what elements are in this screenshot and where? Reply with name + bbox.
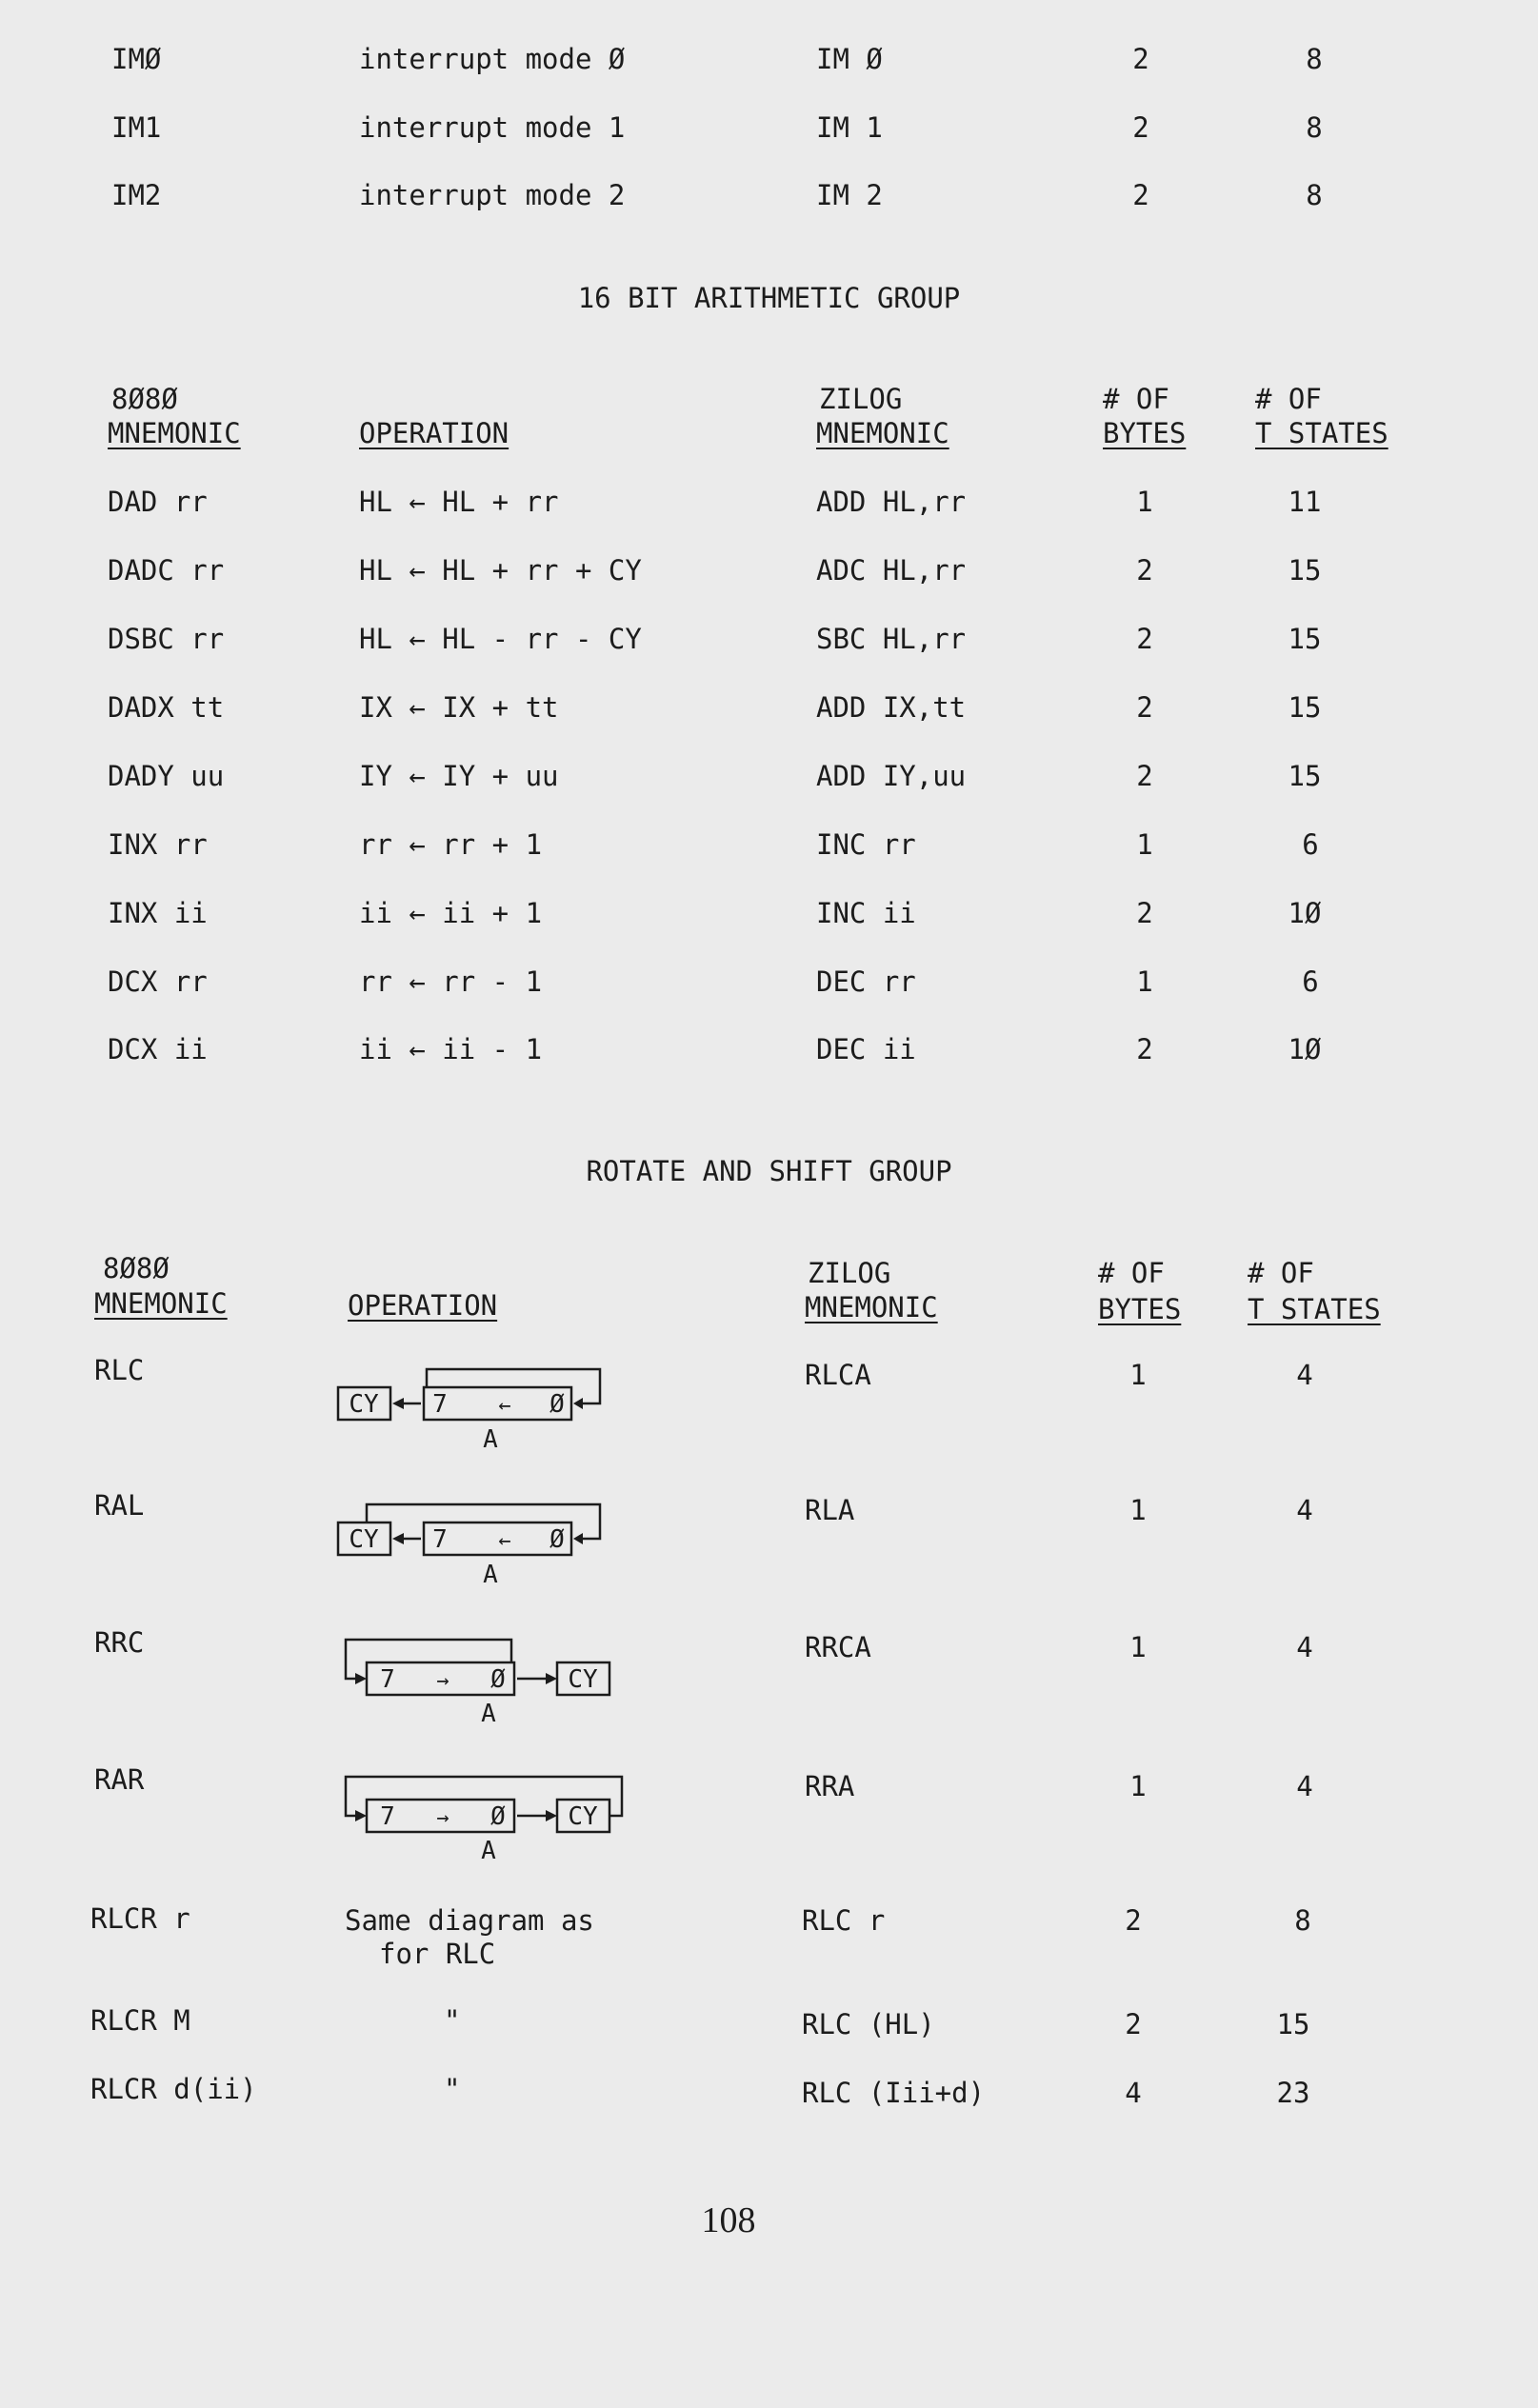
zilog-mnemonic: ADD IX,tt <box>816 691 967 724</box>
byte-count: 2 <box>1125 2008 1142 2040</box>
operation: HL ← HL - rr - CY <box>359 623 642 655</box>
mnemonic-8080: DADC rr <box>108 554 225 587</box>
svg-text:→: → <box>436 1806 449 1830</box>
mnemonic-8080: RAL <box>94 1489 145 1522</box>
rotate-diagram-rlc <box>333 1362 609 1457</box>
t-states: 4 <box>1296 1631 1313 1663</box>
svg-text:→: → <box>436 1669 449 1693</box>
byte-count: 1 <box>1129 1770 1147 1802</box>
byte-count: 2 <box>1136 760 1153 792</box>
carry-flag-label: CY <box>349 1390 379 1419</box>
zilog-mnemonic: RLC (Iii+d) <box>802 2077 986 2109</box>
operation: interrupt mode 2 <box>359 179 626 211</box>
t-states: 4 <box>1296 1770 1313 1802</box>
byte-count: 2 <box>1136 623 1153 655</box>
zilog-mnemonic: RRA <box>805 1770 855 1802</box>
mnemonic-8080: IMØ <box>111 43 162 75</box>
mnemonic-8080: DSBC rr <box>108 623 225 655</box>
section-title-16-bit-arithmetic: 16 BIT ARITHMETIC GROUP <box>577 282 961 314</box>
operation: interrupt mode Ø <box>359 43 626 75</box>
mnemonic-8080: DAD rr <box>108 486 208 518</box>
mnemonic-8080: DADX tt <box>108 691 225 724</box>
rotate-diagram-rrc <box>338 1630 624 1728</box>
bit-7-label: 7 <box>380 1802 395 1831</box>
accumulator-label: A <box>483 1561 498 1589</box>
bit-0-label: Ø <box>549 1525 565 1554</box>
operation: rr ← rr - 1 <box>359 965 543 998</box>
mnemonic-8080: RLC <box>94 1354 145 1386</box>
t-states: 15 <box>1288 760 1322 792</box>
carry-flag-label: CY <box>568 1802 598 1831</box>
t-states: 4 <box>1296 1359 1313 1391</box>
mnemonic-8080: RRC <box>94 1626 145 1659</box>
header-operation: OPERATION <box>359 417 509 449</box>
zilog-mnemonic: INC rr <box>816 828 916 861</box>
mnemonic-8080: IM2 <box>111 179 162 211</box>
operation: Same diagram as <box>345 1904 594 1937</box>
mnemonic-8080: RAR <box>94 1763 145 1796</box>
svg-text:←: ← <box>498 1394 511 1418</box>
byte-count: 1 <box>1129 1494 1147 1526</box>
ditto-mark: " <box>444 2004 461 2037</box>
mnemonic-8080: RLCR M <box>90 2004 190 2037</box>
zilog-mnemonic: IM 2 <box>816 179 883 211</box>
bit-0-label: Ø <box>549 1390 565 1419</box>
zilog-mnemonic: DEC rr <box>816 965 916 998</box>
t-states: 15 <box>1288 691 1322 724</box>
zilog-mnemonic: RRCA <box>805 1631 871 1663</box>
accumulator-label: A <box>481 1837 496 1865</box>
zilog-mnemonic: RLC r <box>802 1904 886 1937</box>
zilog-mnemonic: RLA <box>805 1494 855 1526</box>
bit-7-label: 7 <box>380 1665 395 1694</box>
zilog-mnemonic: ADC HL,rr <box>816 554 967 587</box>
header-tstates-top: # OF <box>1255 383 1322 415</box>
mnemonic-8080: INX rr <box>108 828 208 861</box>
header-8080-mnemonic: MNEMONIC <box>108 417 241 449</box>
zilog-mnemonic: IM 1 <box>816 111 883 144</box>
mnemonic-8080: DADY uu <box>108 760 225 792</box>
mnemonic-8080: IM1 <box>111 111 162 144</box>
byte-count: 1 <box>1136 965 1153 998</box>
bit-7-label: 7 <box>432 1390 448 1419</box>
header-8080-top: 8Ø8Ø <box>111 383 178 415</box>
t-states: 1Ø <box>1288 897 1322 929</box>
t-states: 11 <box>1288 486 1322 518</box>
operation: ii ← ii - 1 <box>359 1033 543 1065</box>
byte-count: 2 <box>1136 897 1153 929</box>
operation: IY ← IY + uu <box>359 760 559 792</box>
section-title-rotate-shift: ROTATE AND SHIFT GROUP <box>586 1155 952 1187</box>
t-states: 15 <box>1276 2008 1310 2040</box>
zilog-mnemonic: SBC HL,rr <box>816 623 967 655</box>
byte-count: 2 <box>1132 179 1149 211</box>
rotate-diagram-rar <box>338 1767 633 1865</box>
page-number: 108 <box>701 2200 756 2240</box>
byte-count: 4 <box>1125 2077 1142 2109</box>
operation: rr ← rr + 1 <box>359 828 543 861</box>
header-zilog-top: ZILOG <box>808 1257 891 1289</box>
bit-0-label: Ø <box>490 1802 506 1831</box>
t-states: 6 <box>1302 965 1319 998</box>
t-states: 15 <box>1288 623 1322 655</box>
header-bytes: BYTES <box>1098 1293 1182 1325</box>
mnemonic-8080: RLCR r <box>90 1902 190 1935</box>
t-states: 4 <box>1296 1494 1313 1526</box>
zilog-mnemonic: RLCA <box>805 1359 871 1391</box>
byte-count: 2 <box>1136 1033 1153 1065</box>
header-tstates: T STATES <box>1248 1293 1381 1325</box>
t-states: 1Ø <box>1288 1033 1322 1065</box>
accumulator-label: A <box>483 1425 498 1454</box>
zilog-mnemonic: INC ii <box>816 897 916 929</box>
byte-count: 1 <box>1136 486 1153 518</box>
zilog-mnemonic: IM Ø <box>816 43 883 75</box>
byte-count: 1 <box>1136 828 1153 861</box>
mnemonic-8080: RLCR d(ii) <box>90 2073 257 2105</box>
byte-count: 2 <box>1132 43 1149 75</box>
header-8080-mnemonic: MNEMONIC <box>94 1287 228 1320</box>
header-bytes: BYTES <box>1103 417 1187 449</box>
bit-7-label: 7 <box>432 1525 448 1554</box>
header-tstates: T STATES <box>1255 417 1388 449</box>
byte-count: 1 <box>1129 1631 1147 1663</box>
zilog-mnemonic: RLC (HL) <box>802 2008 935 2040</box>
zilog-mnemonic: ADD HL,rr <box>816 486 967 518</box>
header-8080-top: 8Ø8Ø <box>103 1252 170 1284</box>
byte-count: 2 <box>1132 111 1149 144</box>
header-zilog-top: ZILOG <box>819 383 903 415</box>
header-bytes-top: # OF <box>1103 383 1169 415</box>
byte-count: 1 <box>1129 1359 1147 1391</box>
carry-flag-label: CY <box>349 1525 379 1554</box>
header-operation: OPERATION <box>348 1289 498 1322</box>
mnemonic-8080: INX ii <box>108 897 208 929</box>
zilog-mnemonic: DEC ii <box>816 1033 916 1065</box>
operation: for RLC <box>379 1938 496 1970</box>
bit-0-label: Ø <box>490 1665 506 1694</box>
svg-text:←: ← <box>498 1529 511 1553</box>
ditto-mark: " <box>444 2073 461 2105</box>
accumulator-label: A <box>481 1700 496 1728</box>
carry-flag-label: CY <box>568 1665 598 1694</box>
t-states: 6 <box>1302 828 1319 861</box>
operation: IX ← IX + tt <box>359 691 559 724</box>
t-states: 8 <box>1306 111 1323 144</box>
header-bytes-top: # OF <box>1098 1257 1165 1289</box>
operation: HL ← HL + rr <box>359 486 559 518</box>
operation: ii ← ii + 1 <box>359 897 543 929</box>
operation: interrupt mode 1 <box>359 111 626 144</box>
operation: HL ← HL + rr + CY <box>359 554 642 587</box>
t-states: 8 <box>1306 179 1323 211</box>
mnemonic-8080: DCX ii <box>108 1033 208 1065</box>
header-tstates-top: # OF <box>1248 1257 1314 1289</box>
rotate-diagram-ral <box>333 1497 609 1592</box>
mnemonic-8080: DCX rr <box>108 965 208 998</box>
t-states: 8 <box>1306 43 1323 75</box>
header-zilog-mnemonic: MNEMONIC <box>816 417 949 449</box>
byte-count: 2 <box>1136 554 1153 587</box>
t-states: 8 <box>1294 1904 1311 1937</box>
byte-count: 2 <box>1125 1904 1142 1937</box>
byte-count: 2 <box>1136 691 1153 724</box>
t-states: 15 <box>1288 554 1322 587</box>
header-zilog-mnemonic: MNEMONIC <box>805 1291 938 1323</box>
t-states: 23 <box>1276 2077 1310 2109</box>
zilog-mnemonic: ADD IY,uu <box>816 760 967 792</box>
